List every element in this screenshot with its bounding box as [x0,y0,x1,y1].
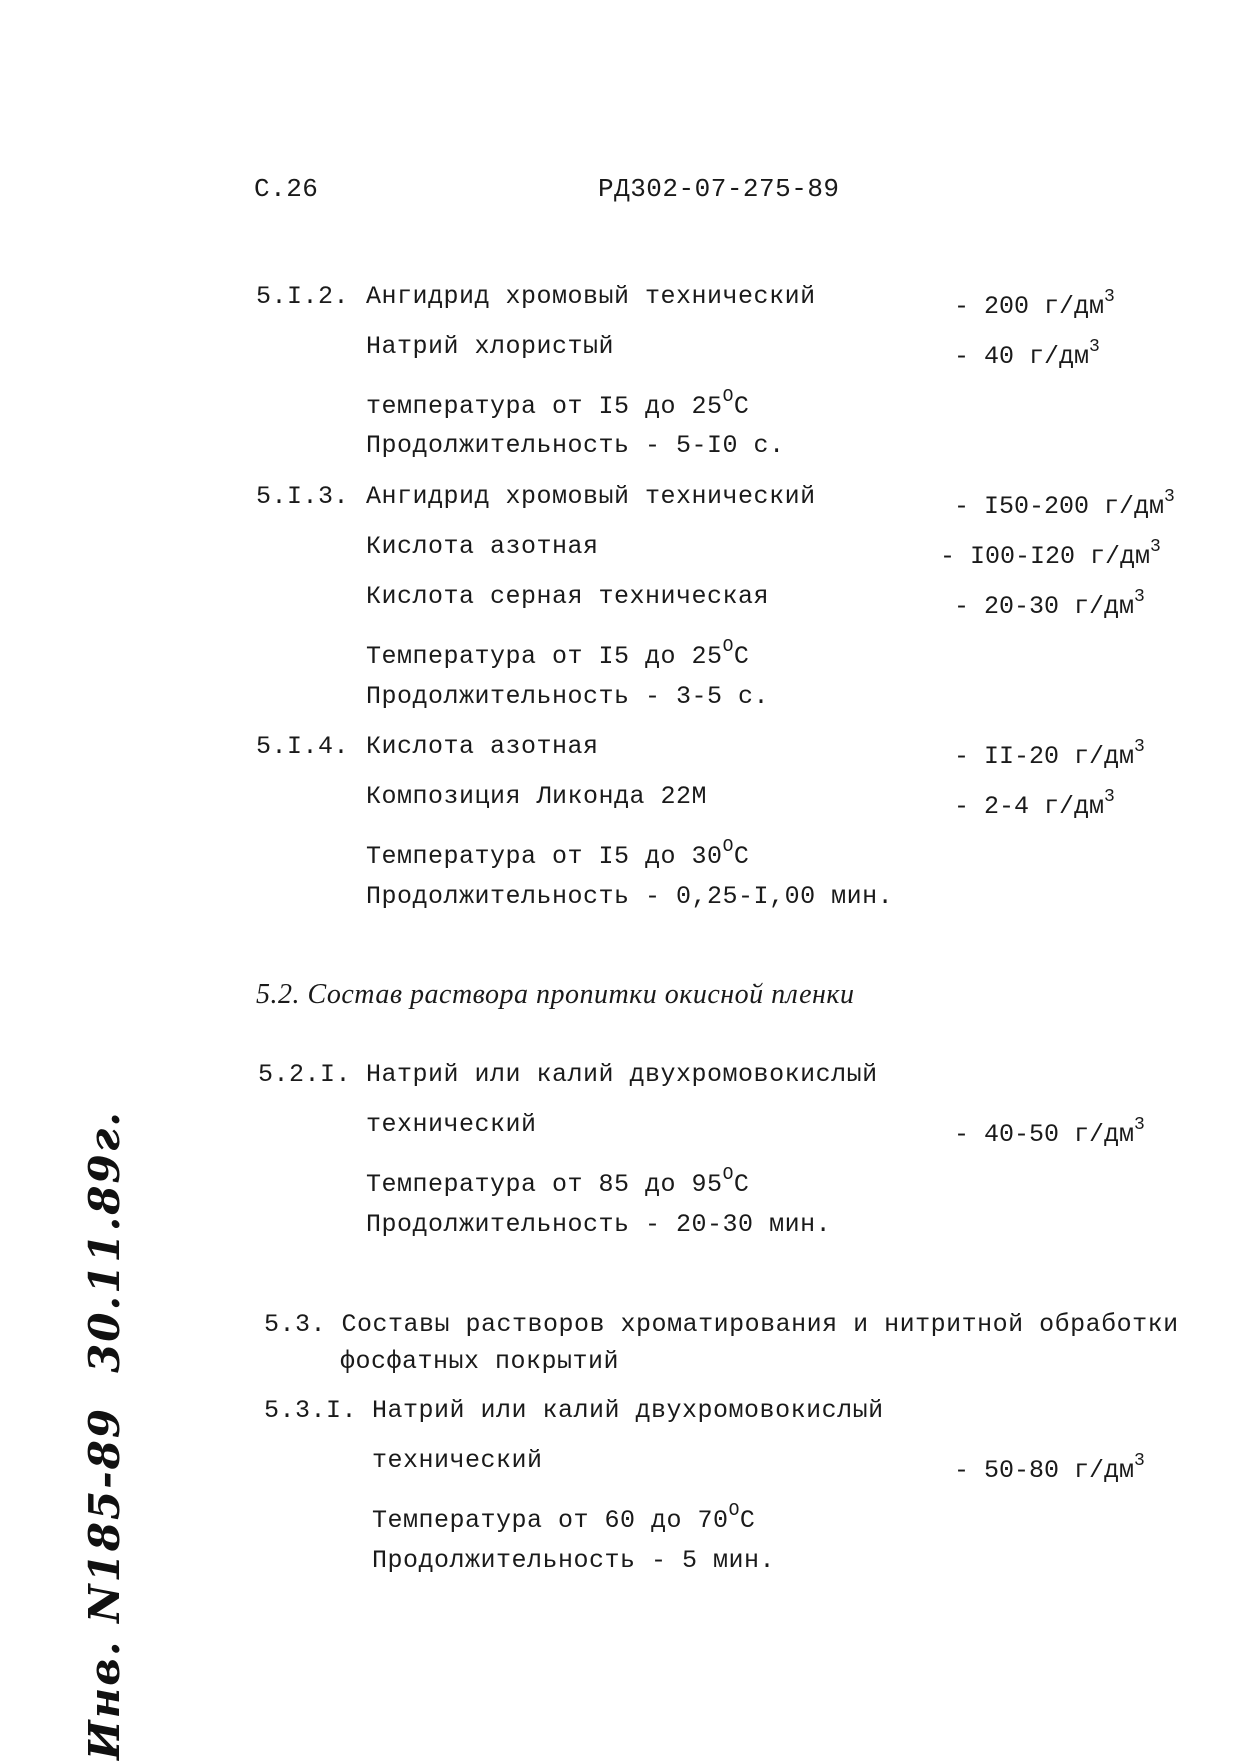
duration-line: Продолжительность - 5-I0 с. [366,431,785,460]
page-number: С.26 [254,174,319,204]
duration-line: Продолжительность - 20-30 мин. [366,1210,832,1239]
handwritten-margin-note [80,1076,129,1760]
ingredient-label: Натрий хлористый [366,332,615,361]
ingredient-label: Натрий или калий двухромовокислый [372,1396,884,1425]
ingredient-label: Ангидрид хромовый технический [366,482,816,511]
duration-line: Продолжительность - 5 мин. [372,1546,776,1575]
ingredient-amount: - 40-50 $г/дм^3$ [954,1115,1145,1149]
temperature-line: температура от I5 до $25^ОС$ [366,387,750,421]
ingredient-label: Кислота серная техническая [366,582,770,611]
ingredient-amount: - 40 $г/дм^3$ [954,337,1100,371]
ingredient-amount: - I00-I20 $г/дм^3$ [940,537,1161,571]
ingredient-label: Ангидрид хромовый технический [366,282,816,311]
temperature-line: Температура от 85 до $95^ОС$ [366,1165,750,1199]
item-number: 5.I.4. [256,732,350,761]
item-number: 5.I.3. [256,482,350,511]
ingredient-amount: - 50-80 $г/дм^3$ [954,1451,1145,1485]
item-number: 5.3.I. [264,1396,358,1425]
temperature-line: Температура от I5 до $25^ОС$ [366,637,750,671]
temperature-line: Температура от 60 до $70^ОС$ [372,1501,756,1535]
item-number: 5.I.2. [256,282,350,311]
ingredient-label: Кислота азотная [366,732,599,761]
section-heading-5-2: 5.2. Состав раствора пропитки окисной пленки [256,979,855,1010]
ingredient-label: Натрий или калий двухромовокислый [366,1060,878,1089]
ingredient-label: Кислота азотная [366,532,599,561]
duration-line: Продолжительность - 0,25-I,00 мин. [366,882,894,911]
duration-line: Продолжительность - 3-5 с. [366,682,770,711]
heading-line: фосфатных покрытий [340,1347,620,1376]
ingredient-amount: - 2-4 $г/дм^3$ [954,787,1115,821]
inventory-number: Инв. N185-89 [80,1406,129,1760]
document-code: РД302-07-275-89 [598,174,840,204]
ingredient-label: технический [366,1110,537,1139]
temperature-line: Температура от I5 до $30^ОС$ [366,837,750,871]
handwritten-date: 30.11.89г. [80,1110,129,1373]
ingredient-label: Композиция Ликонда 22М [366,782,708,811]
heading-line: 5.3. Составы растворов хроматирования и нитритной обработки [264,1310,1179,1339]
ingredient-amount: - I50-200 $г/дм^3$ [954,487,1175,521]
item-number: 5.2.I. [258,1060,352,1089]
ingredient-amount: - 20-30 $г/дм^3$ [954,587,1145,621]
ingredient-amount: - 200 $г/дм^3$ [954,287,1115,321]
ingredient-amount: - II-20 $г/дм^3$ [954,737,1145,771]
ingredient-label: технический [372,1446,543,1475]
